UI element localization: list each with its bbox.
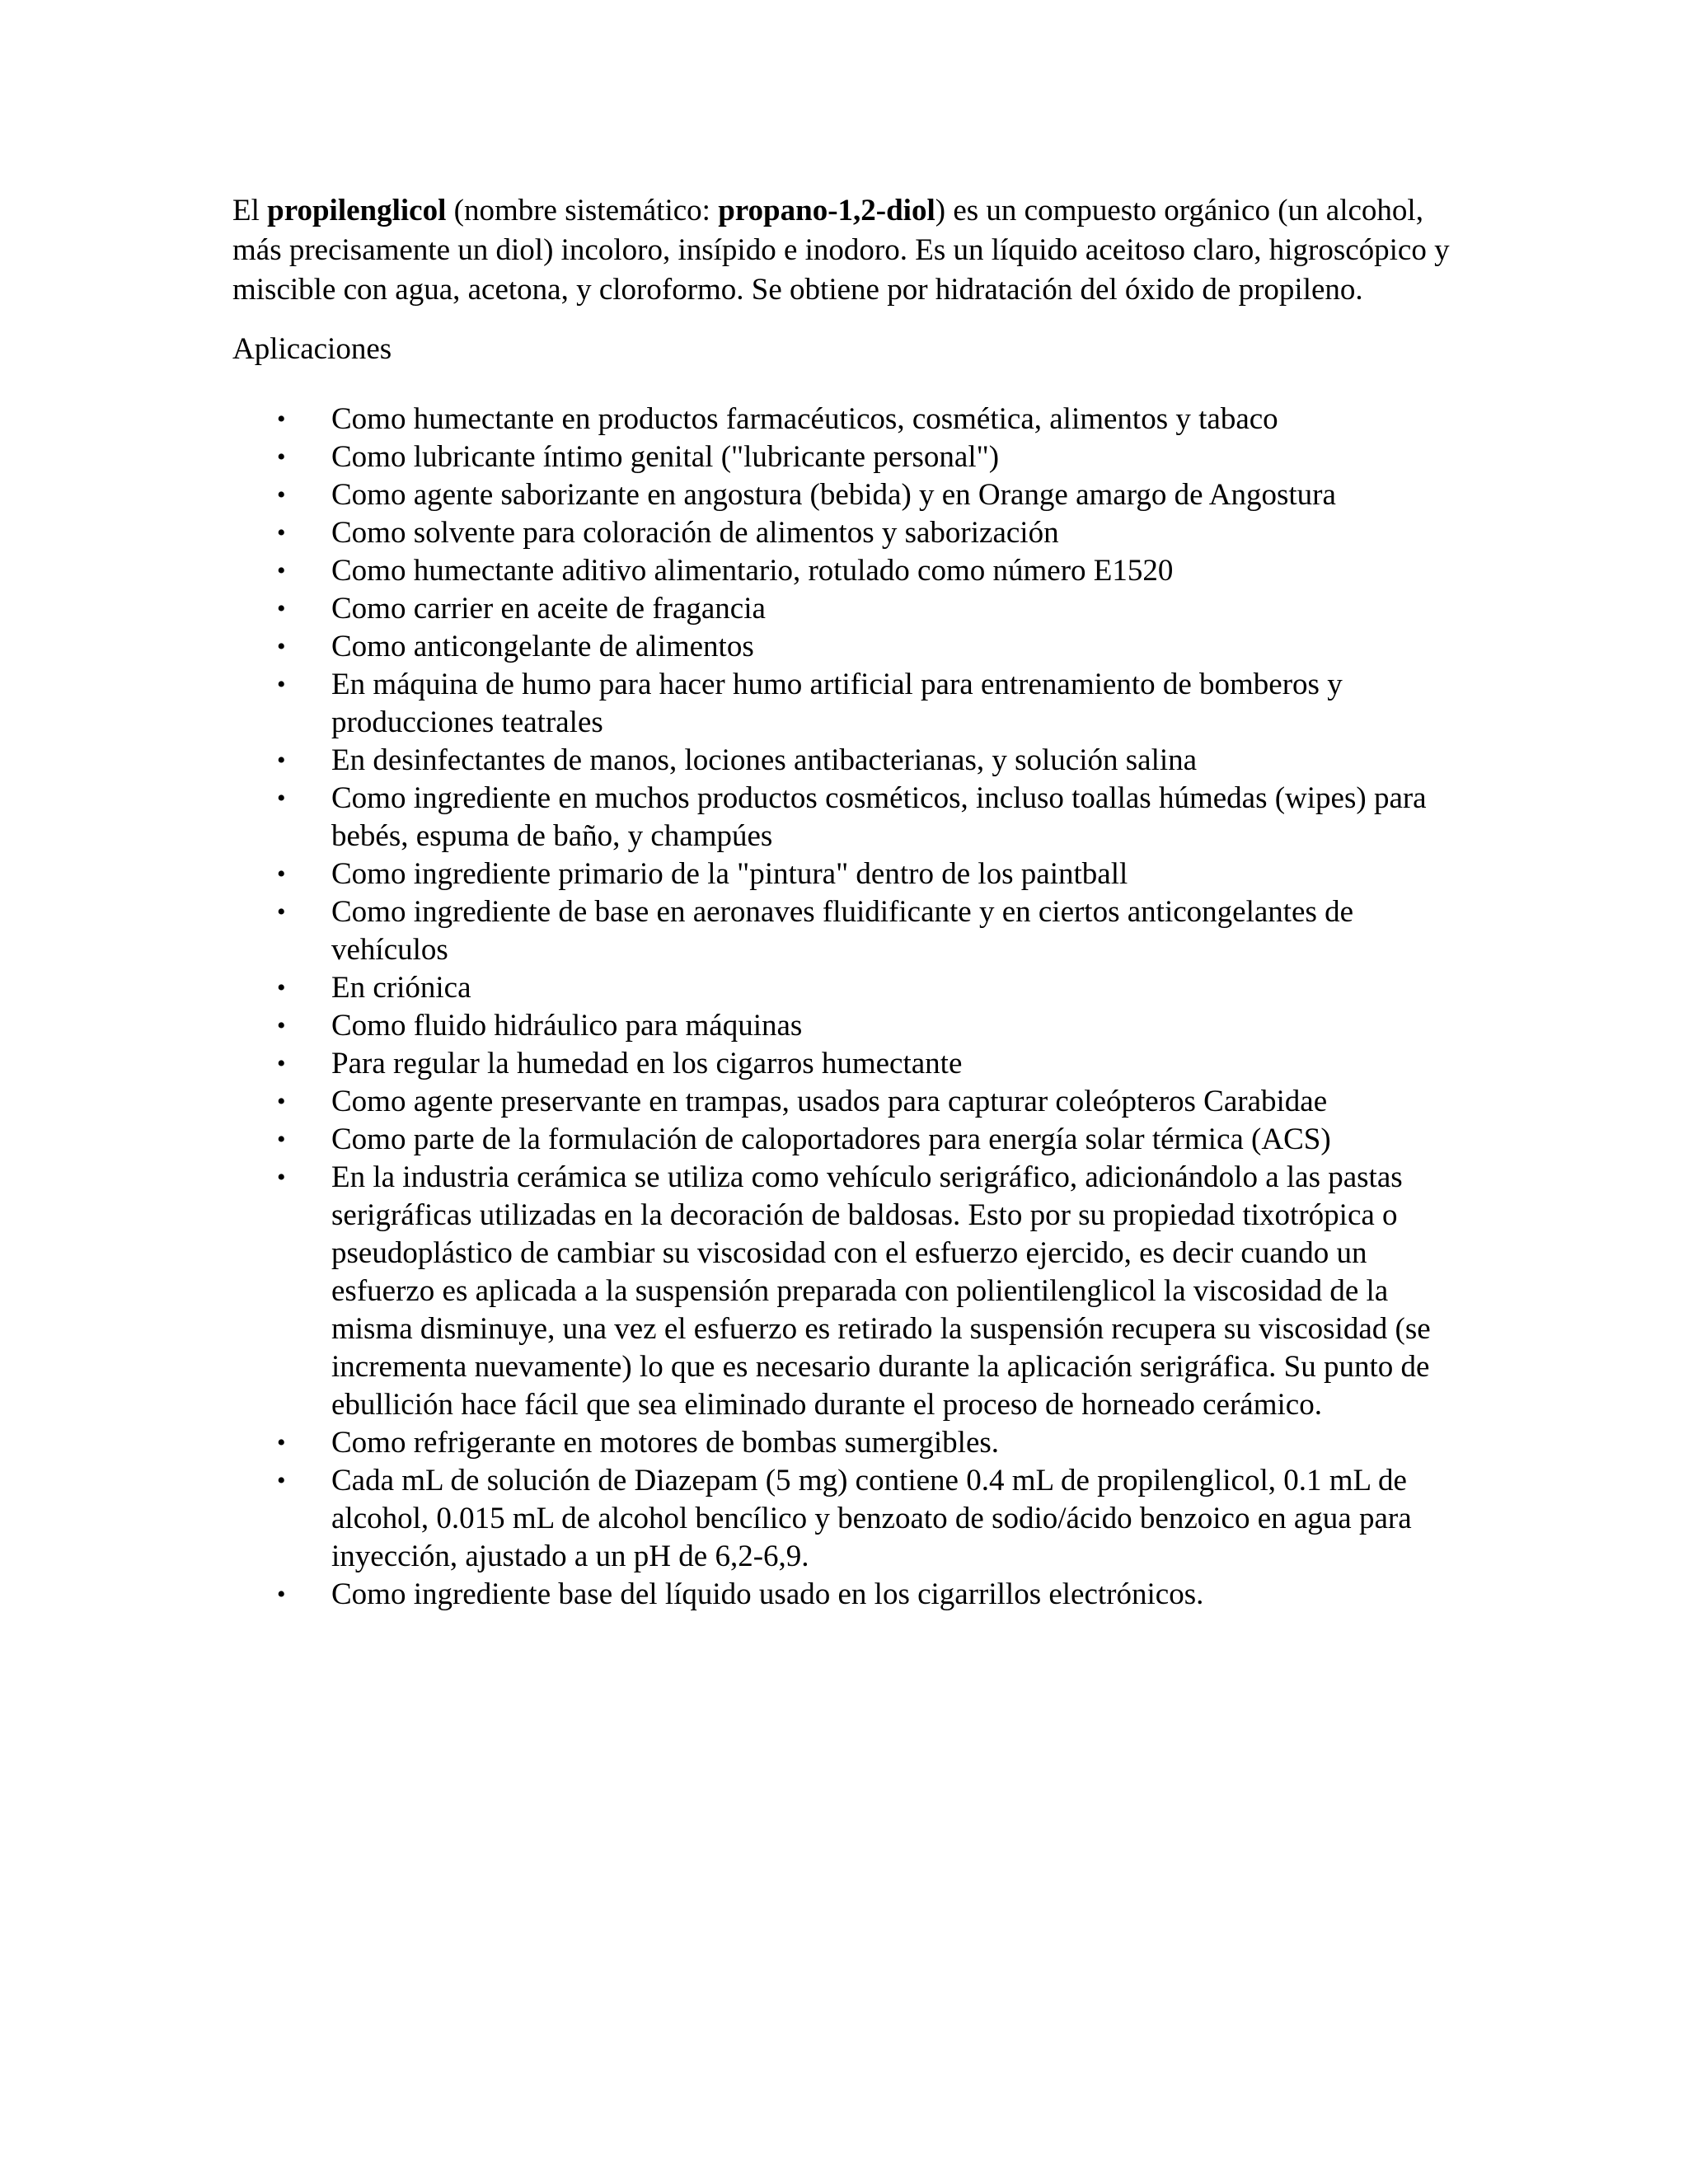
list-item [232,628,1452,666]
list-item [232,1007,1452,1045]
bullet-icon: • [277,974,286,1001]
bullet-icon: • [277,1581,286,1608]
list-item [232,1424,1452,1462]
list-item [232,438,1452,476]
bullet-icon: • [277,860,286,888]
list-item-text: Como anticongelante de alimentos [331,630,754,663]
section-heading-aplicaciones: Aplicaciones [232,332,392,366]
bullet-icon: • [277,519,286,546]
list-item-text: Como refrigerante en motores de bombas sumergibles. [331,1426,1000,1460]
list-item [232,855,1452,893]
list-item-text: Como ingrediente de base en aeronaves fluidificante y en ciertos anticongelantes de vehículos [331,895,1354,967]
list-item [232,590,1452,628]
intro-paragraph [232,191,1452,310]
list-item [232,401,1452,438]
bullet-icon: • [277,1050,286,1077]
intro-text-1: El [232,194,268,227]
list-item-text: Como agente saborizante en angostura (bebida) y en Orange amargo de Angostura [331,478,1336,512]
list-item [232,1121,1452,1159]
bullet-icon: • [277,1164,286,1191]
list-item [232,552,1452,590]
list-item [232,476,1452,514]
bullet-icon: • [277,481,286,509]
bullet-icon: • [277,898,286,926]
list-item [232,742,1452,780]
list-item [232,1462,1452,1576]
list-item-text: Como solvente para coloración de alimentos y saborización [331,516,1059,550]
list-item-text: Como ingrediente en muchos productos cosméticos, incluso toallas húmedas (wipes) para bebés, espuma de baño, y champúes [331,781,1427,853]
bullet-icon: • [277,633,286,660]
list-item-text: Como lubricante íntimo genital ("lubricante personal") [331,440,1000,474]
list-item [232,780,1452,855]
list-item-text: Como ingrediente primario de la "pintura" dentro de los paintball [331,857,1128,891]
list-item-text: En la industria cerámica se utiliza como vehículo serigráfico, adicionándolo a las pastas serigráficas utilizadas en la decoración de baldosas. Esto por su propiedad tixotrópica o pseudoplástico de cambiar su viscosidad con el esfuerzo ejercido, es decir cuando un esfuerzo es aplicada a la suspensión preparada con polientilenglicol la viscosidad de la misma disminuye, una vez el esfuerzo es retirado la suspensión recupera su viscosidad (se incrementa nuevamente) lo que es necesario durante la aplicación serigráfica. Su punto de ebullición hace fácil que sea eliminado durante el proceso de horneado cerámico. [331,1160,1431,1422]
list-item-text: Como parte de la formulación de caloportadores para energía solar térmica (ACS) [331,1122,1331,1156]
list-item-text: En criónica [331,971,471,1005]
bullet-icon: • [277,671,286,698]
list-item-text: Cada mL de solución de Diazepam (5 mg) contiene 0.4 mL de propilenglicol, 0.1 mL de alcohol, 0.015 mL de alcohol bencílico y benzoato de sodio/ácido benzoico en agua para inyección, ajustado a un pH de 6,2-6,9. [331,1464,1412,1573]
list-item [232,969,1452,1007]
list-item [232,1576,1452,1614]
list-item-text: Como carrier en aceite de fragancia [331,592,766,626]
term-propano-diol: propano-1,2-diol [718,194,935,227]
list-item-text: Como humectante aditivo alimentario, rotulado como número E1520 [331,554,1174,588]
list-item-text: Como humectante en productos farmacéuticos, cosmética, alimentos y tabaco [331,402,1278,436]
bullet-icon: • [277,1429,286,1456]
list-item [232,1083,1452,1121]
list-item-text: En máquina de humo para hacer humo artificial para entrenamiento de bomberos y producciones teatrales [331,668,1343,739]
bullet-icon: • [277,747,286,774]
bullet-icon: • [277,785,286,812]
intro-text-3: ) es un compuesto orgánico (un alcohol, más precisamente un diol) incoloro, insípido e inodoro. Es un líquido aceitoso claro, higroscópico y miscible con agua, acetona, y cloroformo. Se obtiene por hidratación del óxido de propileno. [232,194,1450,307]
bullet-icon: • [277,405,286,433]
bullet-icon: • [277,1088,286,1115]
list-item-text: Como fluido hidráulico para máquinas [331,1009,803,1043]
document-body [232,191,1452,1614]
list-item [232,666,1452,742]
bullet-icon: • [277,557,286,584]
list-item-text: En desinfectantes de manos, lociones antibacterianas, y solución salina [331,743,1198,777]
bullet-icon: • [277,443,286,471]
applications-list [232,401,1452,1614]
list-item [232,893,1452,969]
term-propilenglicol: propilenglicol [267,194,447,227]
list-item-text: Como agente preservante en trampas, usados para capturar coleópteros Carabidae [331,1085,1328,1118]
bullet-icon: • [277,1012,286,1039]
list-item-text: Para regular la humedad en los cigarros humectante [331,1047,963,1080]
bullet-icon: • [277,1467,286,1494]
list-item-text: Como ingrediente base del líquido usado en los cigarrillos electrónicos. [331,1577,1204,1611]
list-item [232,1045,1452,1083]
bullet-icon: • [277,1126,286,1153]
list-item [232,1159,1452,1424]
intro-text-2: (nombre sistemático: [446,194,719,227]
bullet-icon: • [277,595,286,622]
list-item [232,514,1452,552]
